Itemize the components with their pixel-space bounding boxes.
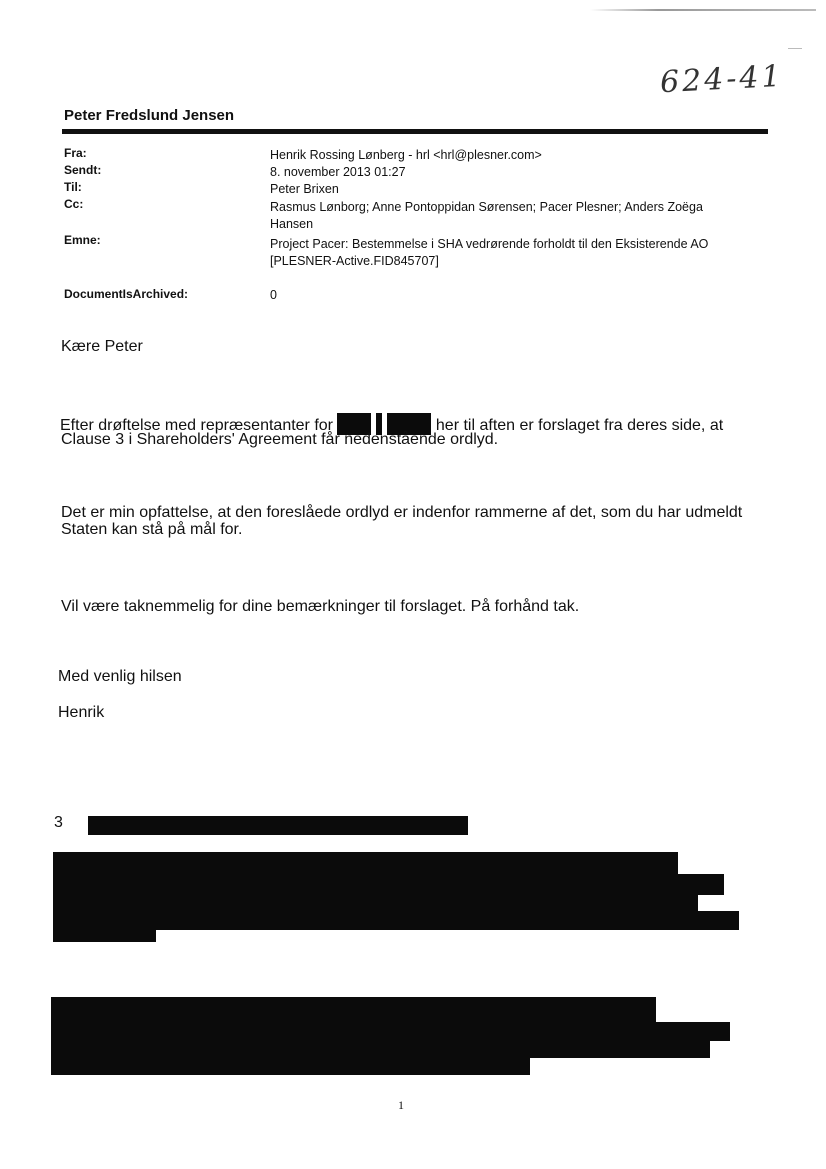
scan-edge-line [590,9,816,11]
to-value: Peter Brixen [270,182,339,196]
redaction-block [51,1022,730,1041]
redaction-block [53,874,724,895]
paragraph-2: Det er min opfattelse, at den foreslåede ordlyd er indenfor rammerne af det, som du har udmeldt Staten kan stå på mål for. [61,504,743,538]
redaction-block [51,1058,530,1075]
mailbox-owner-name: Peter Fredslund Jensen [64,107,235,124]
redaction-block [51,997,656,1022]
paragraph-1-end: her til aften er forslaget fra deres side, at [435,417,724,434]
subject-value: Project Pacer: Bestemmelse i SHA vedrørende forholdt til den Eksisterende AO [PLESNER-Active.FID845707] [270,237,709,268]
sent-value: 8. november 2013 01:27 [270,165,406,179]
clause-number: 3 [54,814,63,831]
redaction-block [51,1041,710,1058]
to-label: Til: [64,180,82,194]
paragraph-1-line-2: Clause 3 i Shareholders' Agreement får nedenstående ordlyd. [61,431,499,448]
paragraph-1-start: Efter drøftelse med repræsentanter for [60,417,333,434]
archived-value: 0 [270,288,277,302]
scan-corner-mark [788,48,802,49]
handwritten-reference: 624-41 [659,58,785,101]
sent-label: Sendt: [64,163,102,177]
title-divider [62,129,768,134]
from-value: Henrik Rossing Lønberg - hrl <hrl@plesner.com> [270,148,542,162]
closing: Med venlig hilsen [58,668,182,685]
cc-label: Cc: [64,197,84,211]
redaction-block [53,911,739,930]
greeting: Kære Peter [61,338,143,355]
redaction-block [53,930,156,942]
redaction-block [53,895,698,911]
archived-label: DocumentIsArchived: [64,287,189,301]
paragraph-3: Vil være taknemmelig for dine bemærkninger til forslaget. På forhånd tak. [61,598,580,615]
redaction-block [88,816,468,835]
redaction-block [53,852,678,874]
signature: Henrik [58,704,105,721]
subject-label: Emne: [64,233,101,247]
from-label: Fra: [64,146,87,160]
page-number: 1 [398,1098,404,1112]
cc-value: Rasmus Lønborg; Anne Pontoppidan Sørensen; Pacer Plesner; Anders Zoëga Hansen [270,200,703,231]
